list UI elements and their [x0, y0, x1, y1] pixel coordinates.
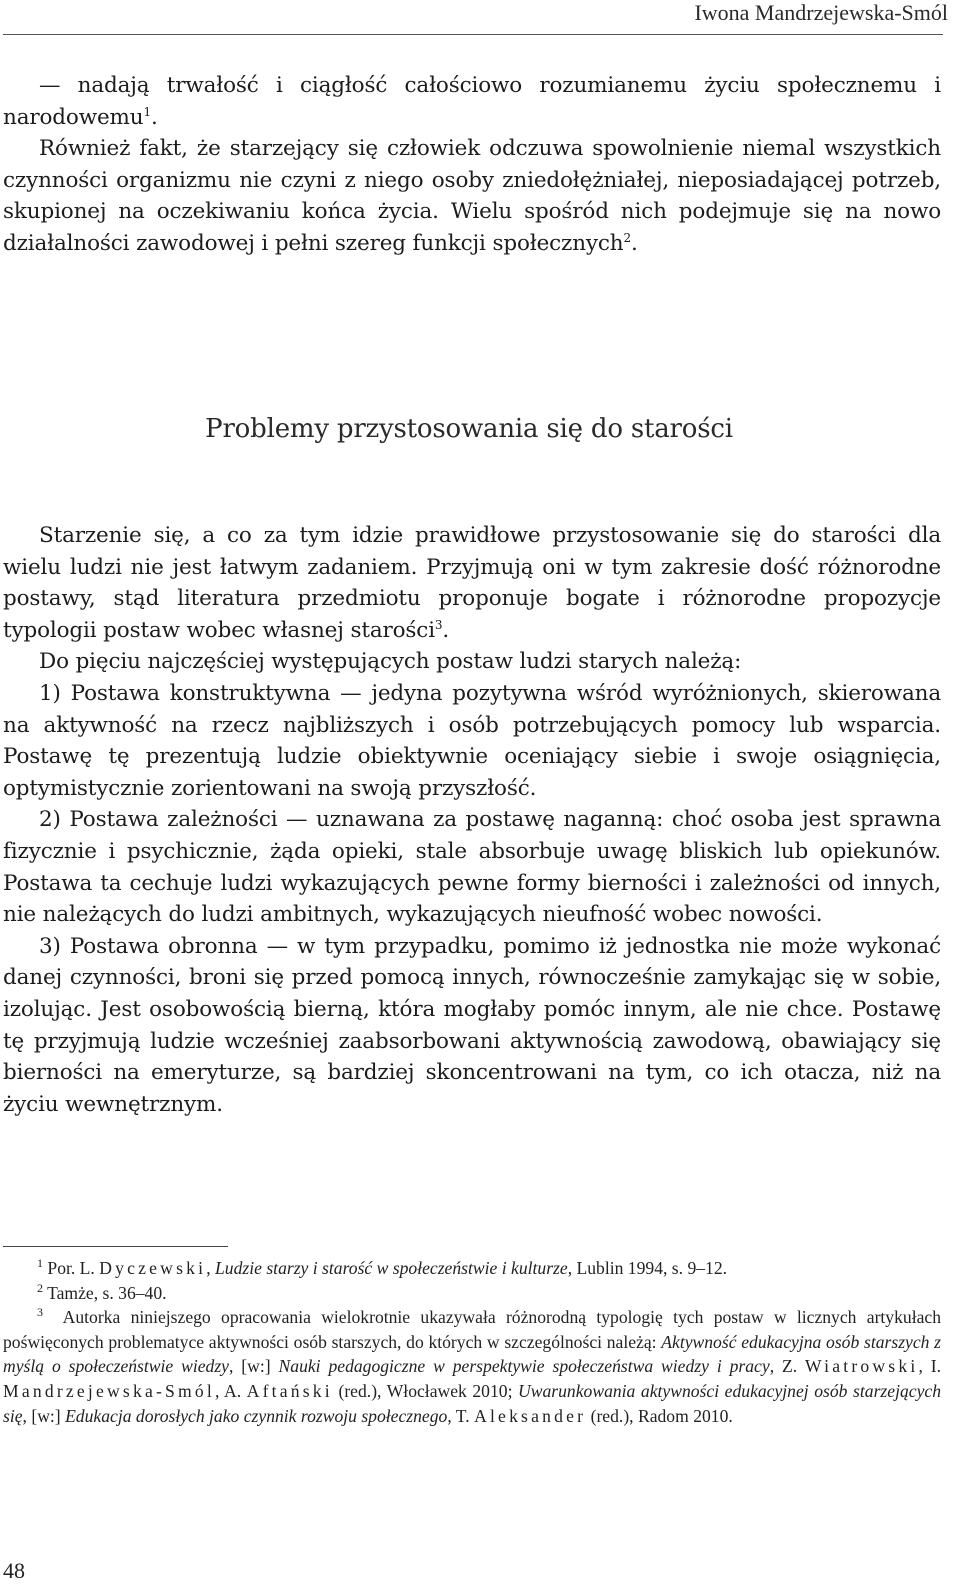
footnote-2 — [3, 1281, 941, 1306]
paragraph: 2) Postawa zależności — uznawana za postawę naganną: choć osoba jest sprawna fizycznie i psychicznie, żąda opieki, stale absorbuje uwagę bliskich lub opiekunów. Postawa ta cechuje ludzi wykazujących pewne formy bierności i zależności od innych, nie należących do ludzi ambitnych, wykazujących nieufność wobec nowości. — [3, 807, 941, 928]
footnote-text: (red.), Radom 2010. — [590, 1405, 733, 1426]
paragraph: 3) Postawa obronna — w tym przypadku, pomimo iż jednostka nie może wykonać danej czynności, broni się przed pomocą innych, równocześnie zamykając się w sobie, izolując. Jest osobowością bierną, która mogłaby pomóc innym, ale nie chce. Postawę tę przyjmują ludzie wcześniej zaabsorbowani aktywnością zawodową, obawiający się bierności na emeryturze, są bardziej skoncentrowani na tym, co ich otacza, niż na życiu wewnętrznym. — [3, 933, 941, 1117]
author-name: Wiatrowski — [805, 1356, 919, 1377]
running-head: Iwona Mandrzejewska-Smól — [694, 0, 948, 25]
main-text — [3, 520, 941, 1120]
footnote-1 — [3, 1256, 941, 1281]
author-name: Aftański — [246, 1380, 333, 1401]
footnote-text: , [w:] — [22, 1405, 61, 1426]
footnote-ref[interactable]: 3 — [434, 617, 443, 632]
work-title: Nauki pedagogiczne w perspektywie społeczeństwa wiedzy i pracy — [278, 1356, 770, 1377]
footnote-3 — [3, 1305, 941, 1428]
author-name: Aleksander — [474, 1405, 587, 1426]
paragraph: 1) Postawa konstruktywna — jedyna pozytywna wśród wyróżnionych, skierowana na aktywność na rzecz najbliższych i osób potrzebujących pomocy lub wsparcia. Postawę tę prezentują ludzie obiektywnie oceniający siebie i swoje osiągnięcia, optymistycznie zorientowani na swoją przyszłość. — [3, 680, 941, 801]
paragraph-text: Również fakt, że starzejący się człowiek odczuwa spowolnienie niemal wszystkich czynności organizmu nie czyni z niego osoby zniedołężniałej, nieposiadającej potrzeb, skupionej na oczekiwaniu końca życia. Wielu spośród nich podejmuje się na nowo działalności zawodowej i pełni szereg funkcji społecznych — [3, 136, 941, 256]
footnote-text: Autorka niniejszego opracowania wielokrotnie ukazywała różnorodną typologię tych postaw w licznych artykułach poświęconych problematyce aktywności osób starszych, do których w szczególności należą: — [3, 1307, 942, 1352]
work-title: Uwarunkowania aktywności edukacyjnej osób starzejących się — [3, 1380, 941, 1426]
footnote-text: , I. — [918, 1356, 941, 1377]
footnote-text: , [w:] — [229, 1356, 271, 1377]
footnote-number: 3 — [37, 1305, 43, 1320]
paragraph-end: . — [150, 104, 158, 130]
intro-text — [3, 70, 941, 260]
paragraph: Do pięciu najczęściej występujących postaw ludzi starych należą: — [39, 649, 742, 675]
header-rule — [3, 34, 943, 35]
footnote-text: , — [206, 1258, 211, 1278]
work-title: Aktywność edukacyjna osób starszych z myślą o społeczeństwie wiedzy — [3, 1331, 942, 1377]
footnote-text: , T. — [447, 1405, 470, 1426]
footnote-ref[interactable]: 2 — [623, 230, 631, 245]
work-title: Ludzie starzy i starość w społeczeństwie i kulturze — [215, 1258, 568, 1278]
paragraph — [3, 70, 941, 133]
footnote-number: 1 — [37, 1256, 43, 1271]
author-name: Dyczewski — [99, 1258, 207, 1278]
paragraph-end: . — [442, 617, 450, 643]
footnote-text: (red.), Włocławek 2010; — [338, 1380, 513, 1401]
footnote-number: 2 — [37, 1280, 43, 1295]
footnote-text: , Z. — [769, 1356, 798, 1377]
work-title: Edukacja dorosłych jako czynnik rozwoju społecznego — [65, 1405, 448, 1426]
footnote-rule — [3, 1246, 228, 1247]
footnote-text: Por. L. — [47, 1258, 95, 1278]
footnotes — [3, 1256, 941, 1428]
footnote-text: Tamże, s. 36–40. — [47, 1282, 167, 1303]
paragraph — [3, 520, 941, 646]
footnote-text: , Lublin 1994, s. 9–12. — [567, 1258, 728, 1278]
paragraph — [3, 133, 941, 259]
paragraph-text: — nadają trwałość i ciągłość całościowo rozumianemu życiu społecznemu i narodowemu — [3, 73, 941, 130]
paragraph-text: Starzenie się, a co za tym idzie prawidłowe przystosowanie się do starości dla wielu ludzi nie jest łatwym zadaniem. Przyjmują oni w tym zakresie dość różnorodne postawy, stąd literatura przedmiotu proponuje bogate i różnorodne propozycje typologii postaw wobec własnej starości — [3, 523, 941, 643]
author-name: Mandrzejewska-Smól — [3, 1380, 215, 1401]
paragraph-end: . — [631, 230, 638, 256]
footnote-ref[interactable]: 1 — [143, 104, 151, 119]
footnote-text: , A. — [215, 1380, 242, 1401]
page-number: 48 — [3, 1558, 25, 1583]
section-heading: Problemy przystosowania się do starości — [205, 414, 733, 444]
